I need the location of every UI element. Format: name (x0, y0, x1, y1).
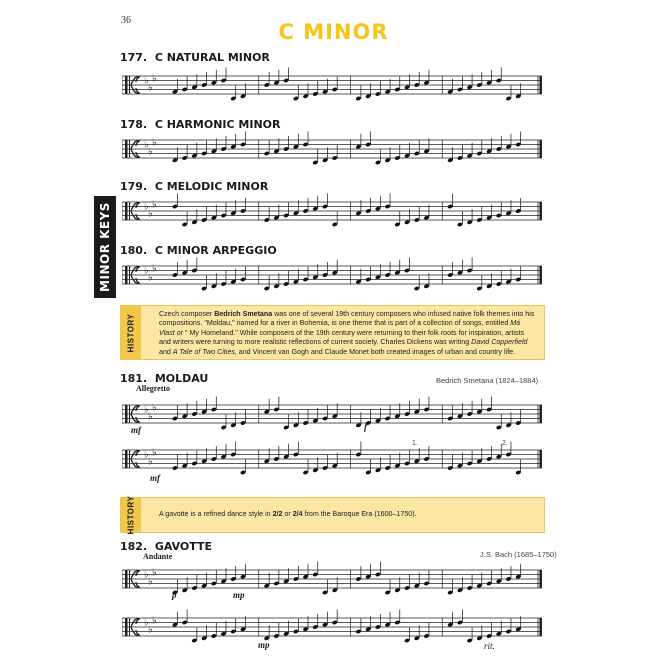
flat-icon: ♭ (144, 139, 149, 151)
staff-181a (122, 395, 542, 435)
side-tab (94, 196, 116, 298)
history-box-smetana (120, 305, 545, 360)
dynamic-mf-1: mf (131, 425, 141, 435)
flat-icon: ♭ (148, 411, 153, 423)
history-text: Czech composer Bedrich Smetana was one of several 19th century composers who infused native folk themes into his compositions. "Moldau," named for a river in Bohemia, is one theme that is part of a collection of songs, entitled Má Vlast or " My Homeland." While composers of the 19th century were returning to their folk roots for inspiration, artists and writers were turning to more realistic reflections of current society. Charles Dickens was writing David Copperfield and A Tale of Two Cities, and Vincent van Gogh and Claude Monet both created images of urban and country life. (159, 310, 535, 356)
flat-icon: ♭ (152, 199, 157, 211)
staff-lines (122, 405, 542, 423)
staff-lines (122, 266, 542, 284)
staff-182b (122, 608, 542, 648)
history-box-gavotte (120, 497, 545, 533)
ending-2: 2. (502, 440, 508, 447)
flat-icon: ♭ (148, 146, 153, 158)
flat-icon: ♭ (148, 456, 153, 468)
flat-icon: ♭ (144, 449, 149, 461)
note-group (172, 397, 521, 431)
staff-179 (122, 192, 542, 232)
staff-182a (122, 560, 542, 600)
page-title: C MINOR (278, 20, 389, 44)
staff-180 (122, 256, 542, 296)
flat-icon: ♭ (144, 569, 149, 581)
history-text-2: A gavotte is a refined dance style in 2/2 or 2/4 from the Baroque Era (1600–1750). (159, 510, 417, 518)
flat-icon: ♭ (148, 576, 153, 588)
exercise-177-title: 177. C NATURAL MINOR (120, 51, 270, 64)
note-group (172, 132, 521, 166)
flat-icon: ♭ (148, 208, 153, 220)
staff-181b (122, 440, 542, 480)
page-number: 36 (121, 15, 131, 26)
tempo-andante: Andante (143, 552, 173, 561)
note-group (172, 194, 521, 228)
flat-icon: ♭ (148, 624, 153, 636)
flat-icon: ♭ (152, 263, 157, 275)
flat-icon: ♭ (144, 617, 149, 629)
flat-icon: ♭ (148, 82, 153, 94)
dynamic-mf-2: mf (150, 473, 160, 483)
tempo-allegretto: Allegretto (136, 384, 171, 393)
exercise-181-title: 181. MOLDAU (120, 372, 209, 385)
history-label: HISTORY (126, 313, 136, 352)
flat-icon: ♭ (144, 404, 149, 416)
staff-lines (122, 202, 542, 220)
exercise-179-title: 179. C MELODIC MINOR (120, 180, 269, 193)
dynamic-mp-1: mp (233, 590, 245, 600)
staff-177 (122, 66, 542, 106)
flat-icon: ♭ (152, 137, 157, 149)
dynamic-mp-2: mp (258, 640, 270, 650)
flat-icon: ♭ (152, 73, 157, 85)
dynamic-rit: rit. (484, 641, 495, 651)
ending-1: 1. (412, 440, 418, 447)
composer-smetana: Bedrich Smetana (1824–1884) (436, 376, 539, 385)
flat-icon: ♭ (152, 447, 157, 459)
note-group (172, 442, 521, 476)
history-label-2: HISTORY (126, 495, 136, 535)
note-group (172, 562, 521, 596)
note-group (172, 610, 521, 644)
exercise-182-title: 182. GAVOTTE (120, 540, 213, 553)
note-group (172, 258, 521, 292)
staff-178 (122, 130, 542, 170)
flat-icon: ♭ (144, 75, 149, 87)
dynamic-p: p (172, 590, 177, 600)
dynamic-f: f (364, 422, 367, 432)
flat-icon: ♭ (148, 272, 153, 284)
note-group (172, 68, 521, 102)
exercise-180-title: 180. C MINOR ARPEGGIO (120, 244, 277, 257)
exercise-178-title: 178. C HARMONIC MINOR (120, 118, 281, 131)
flat-icon: ♭ (152, 402, 157, 414)
flat-icon: ♭ (152, 615, 157, 627)
side-tab-label: MINOR KEYS (98, 202, 112, 292)
composer-bach: J.S. Bach (1685–1750) (480, 550, 557, 559)
flat-icon: ♭ (152, 567, 157, 579)
flat-icon: ♭ (144, 201, 149, 213)
flat-icon: ♭ (144, 265, 149, 277)
